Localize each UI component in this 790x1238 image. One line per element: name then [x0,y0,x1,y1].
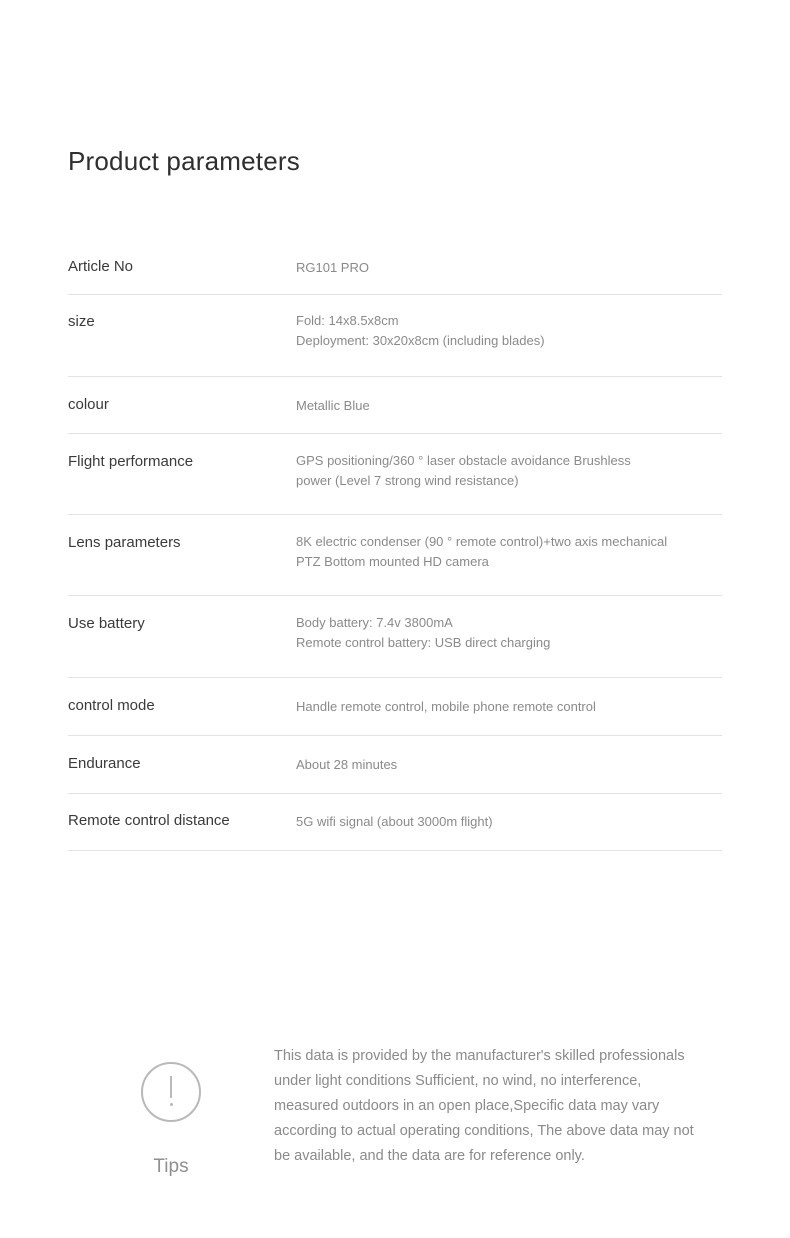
spec-label: Lens parameters [68,534,181,551]
spec-label: Remote control distance [68,812,230,829]
table-row [68,794,722,851]
spec-value-line: 5G wifi signal (about 3000m flight) [296,814,493,829]
exclamation-circle-icon [141,1062,201,1122]
table-row [68,515,722,596]
tips-text: This data is provided by the manufacturer's skilled professionals under light conditions Sufficient, no wind, no interference, measured outdoors in an open place,Specific data may vary according to actual operating conditions, The above data may not be available, and the data are for reference only. [274,1048,694,1164]
spec-label: Flight performance [68,453,194,470]
exclamation-dot [170,1103,173,1106]
specifications-table [68,240,722,851]
spec-value [296,678,722,735]
tips-section [68,1026,722,1178]
tips-marker [68,1026,274,1178]
spec-value-line: GPS positioning/360 ° laser obstacle avoidance Brushless [296,453,631,468]
table-row [68,295,722,377]
spec-value-line: 8K electric condenser (90 ° remote control)+two axis mechanical [296,534,668,549]
table-row [68,377,722,434]
spec-label: size [68,313,95,330]
spec-label: Use battery [68,615,145,632]
spec-value [296,794,722,850]
spec-value-line: Remote control battery: USB direct charging [296,635,551,650]
page-title: Product parameters [68,146,300,176]
table-row [68,240,722,295]
spec-value-line: PTZ Bottom mounted HD camera [296,554,489,569]
spec-value-line: Fold: 14x8.5x8cm [296,313,399,328]
table-row [68,596,722,678]
table-row [68,678,722,736]
table-row [68,434,722,515]
tips-label: Tips [153,1156,189,1177]
table-row [68,736,722,794]
spec-label: Article No [68,258,134,275]
spec-value [296,736,722,793]
spec-value-line: Metallic Blue [296,398,370,413]
spec-label: colour [68,396,109,413]
spec-value [296,295,722,376]
spec-value-line: RG101 PRO [296,260,369,275]
spec-value [296,515,722,595]
spec-value-line: Handle remote control, mobile phone remote control [296,699,596,714]
spec-value-line: Body battery: 7.4v 3800mA [296,615,453,630]
spec-value [296,434,722,514]
spec-value [296,596,722,677]
spec-value-line: Deployment: 30x20x8cm (including blades) [296,333,545,348]
spec-value [296,377,722,433]
spec-value-line: About 28 minutes [296,757,398,772]
exclamation-bar [170,1076,172,1098]
spec-value [296,240,722,294]
spec-label: Endurance [68,755,141,772]
spec-value-line: power (Level 7 strong wind resistance) [296,473,519,488]
spec-label: control mode [68,697,155,714]
